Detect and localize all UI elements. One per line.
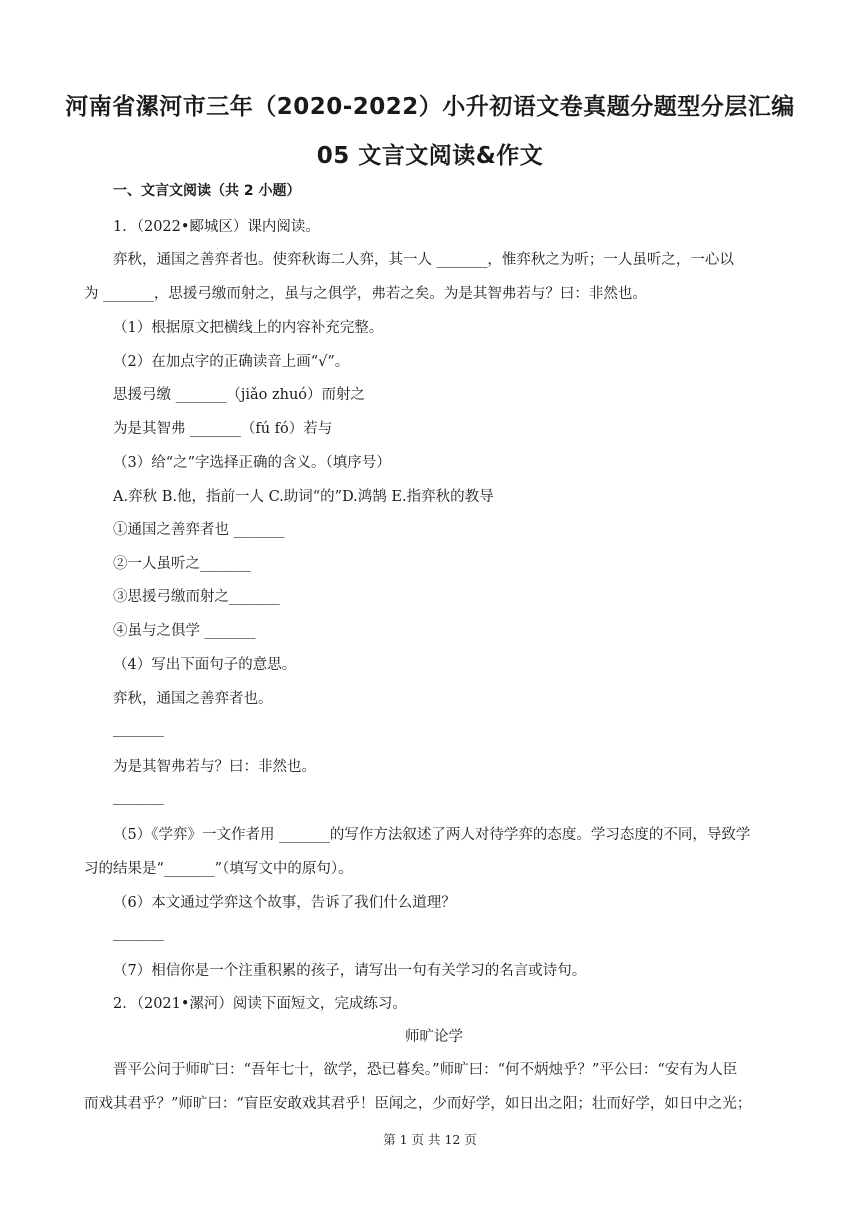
answer-blank: _______ [113,721,164,737]
sub-question-continued: 习的结果是“_______”（填写文中的原句）。 [84,861,353,877]
list-item: ②一人虽听之_______ [113,556,251,572]
sub-question: （6）本文通过学弈这个故事，告诉了我们什么道理？ [113,895,456,911]
passage-line: 为 _______，思援弓缴而射之，虽与之俱学，弗若之矣。为是其智弗若与？曰：非然也。 [84,286,647,302]
sub-question: （4）写出下面句子的意思。 [113,657,297,673]
sub-question: （7）相信你是一个注重积累的孩子，请写出一句有关学习的名言或诗句。 [113,963,587,979]
sub-question: （2）在加点字的正确读音上画“√”。 [113,354,350,370]
sentence-item: 为是其智弗若与？曰：非然也。 [113,759,316,775]
pronunciation-item: 为是其智弗 _______（fú fó）若与 [113,421,333,437]
answer-blank: _______ [113,925,164,941]
sub-question: （1）根据原文把横线上的内容补充完整。 [113,320,384,336]
page-footer: 第 1 页 共 12 页 [383,1132,477,1147]
sentence-item: 弈秋，通国之善弈者也。 [113,691,273,707]
question-1-header: 1．（2022•郾城区）课内阅读。 [113,219,320,235]
question-2-header: 2．（2021•漯河）阅读下面短文，完成练习。 [113,996,407,1012]
answer-blank: _______ [113,789,164,805]
document-title-line1: 河南省漯河市三年（2020-2022）小升初语文卷真题分题型分层汇编 [65,94,795,120]
list-item: ④虽与之俱学 _______ [113,623,256,639]
passage-title: 师旷论学 [405,1029,463,1045]
section-heading: 一、文言文阅读（共 2 小题） [113,183,301,199]
pronunciation-item: 思援弓缴 _______（jiǎo zhuó）而射之 [113,387,366,403]
sub-question: （5）《学弈》一文作者用 _______的写作方法叙述了两人对待学弈的态度。学习态度的不同，导致学 [113,827,751,843]
passage-line: 弈秋，通国之善弈者也。使弈秋诲二人弈，其一人 _______，惟弈秋之为听；一人虽听之，一心以 [113,252,734,268]
document-title-line2: 05 文言文阅读&作文 [316,143,544,169]
passage-line: 而戏其君乎？”师旷曰：“盲臣安敢戏其君乎！臣闻之，少而好学，如日出之阳；壮而好学，如日中之光； [84,1096,752,1112]
list-item: ①通国之善弈者也 _______ [113,522,285,538]
sub-question: （3）给“之”字选择正确的含义。（填序号） [113,455,391,471]
passage-line: 晋平公问于师旷曰：“吾年七十，欲学，恐已暮矣。”师旷曰：“何不炳烛乎？”平公曰：“安有为人臣 [113,1062,738,1078]
list-item: ③思援弓缴而射之_______ [113,589,280,605]
answer-options: A.弈秋 B.他，指前一人 C.助词“的”D.鸿鹄 E.指弈秋的教导 [113,489,494,505]
